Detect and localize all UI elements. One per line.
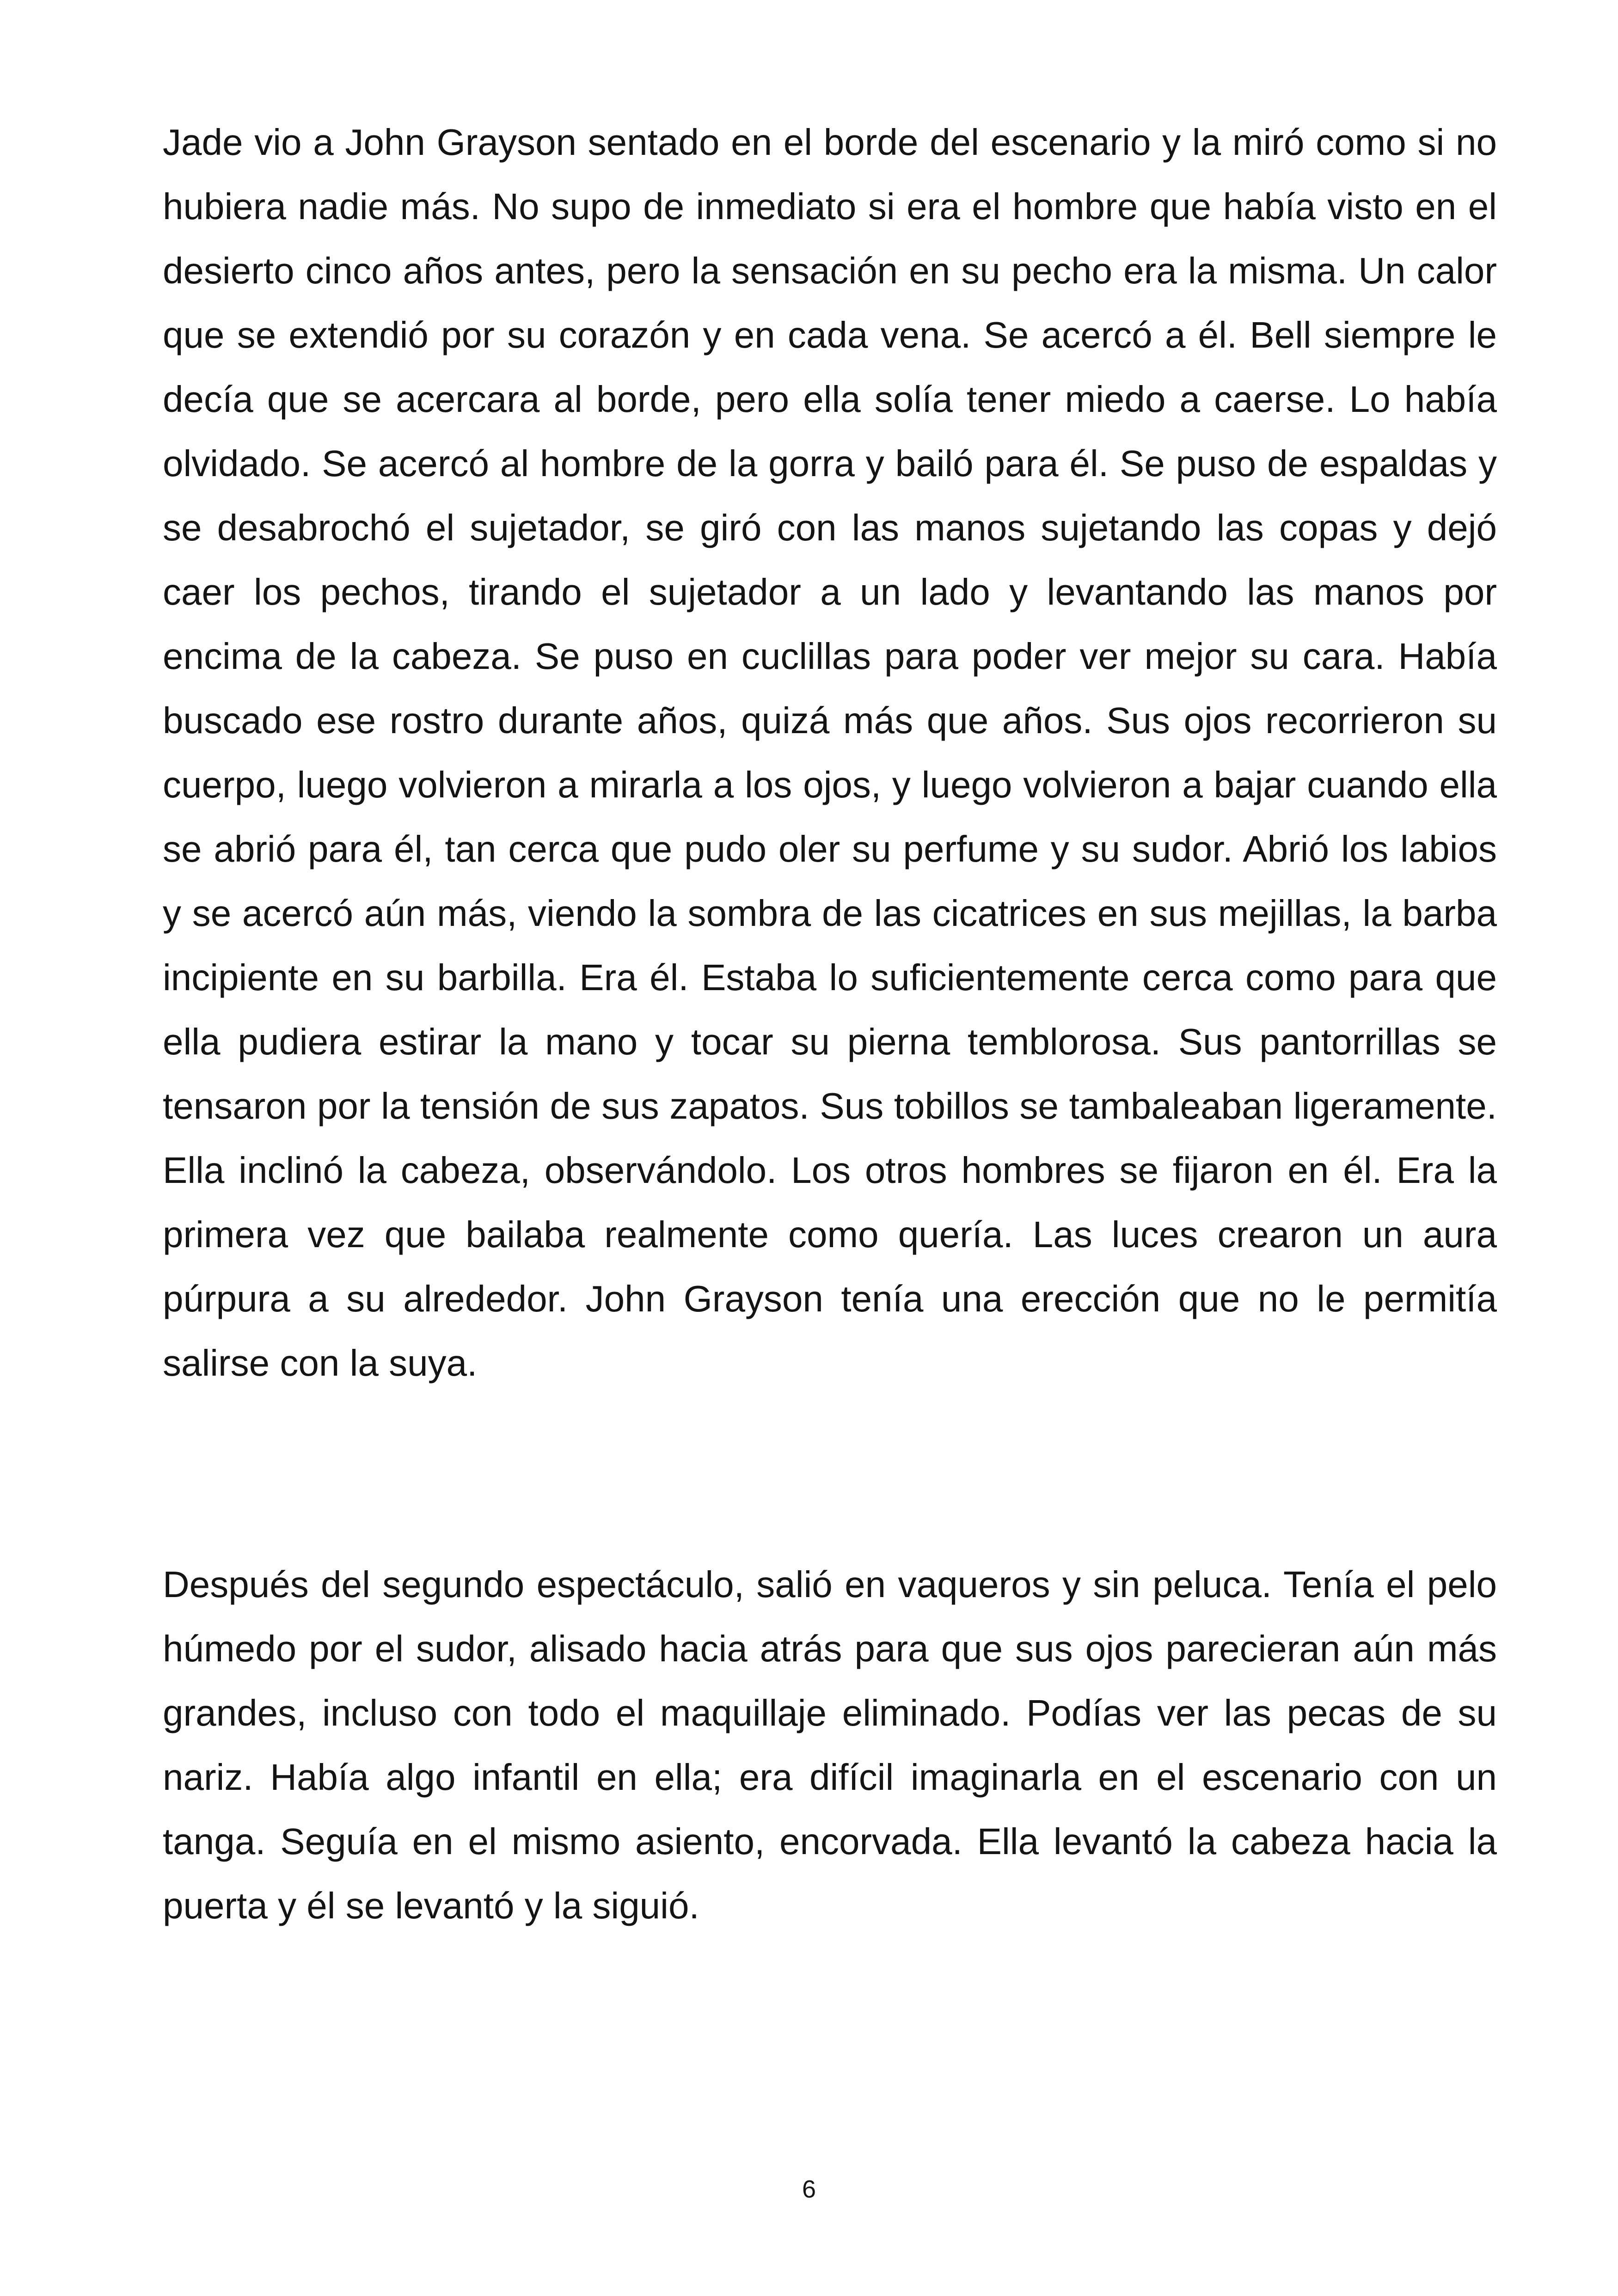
paragraph-2: Después del segundo espectáculo, salió en vaqueros y sin peluca. Tenía el pelo húmedo por el sudor, alisado hacia atrás para que sus ojos parecieran aún más grandes, incluso con todo el maquillaje eliminado. Podías ver las pecas de su nariz. Había algo infantil en ella; era difícil imaginarla en el escenario con un tanga. Seguía en el mismo asiento, encorvada. Ella levantó la cabeza hacia la puerta y él se levantó y la siguió. [163,1564,1497,1926]
page-number: 6 [802,2175,816,2203]
paragraph-1: Jade vio a John Grayson sentado en el borde del escenario y la miró como si no hubiera nadie más. No supo de inmediato si era el hombre que había visto en el desierto cinco años antes, pero la sensación en su pecho era la misma. Un calor que se extendió por su corazón y en cada vena. Se acercó a él. Bell siempre le decía que se acercara al borde, pero ella solía tener miedo a caerse. Lo había olvidado. Se acercó al hombre de la gorra y bailó para él. Se puso de espaldas y se desabrochó el sujetador, se giró con las manos sujetando las copas y dejó caer los pechos, tirando el sujetador a un lado y levantando las manos por encima de la cabeza. Se puso en cuclillas para poder ver mejor su cara. Había buscado ese rostro durante años, quizá más que años. Sus ojos recorrieron su cuerpo, luego volvieron a mirarla a los ojos, y luego volvieron a bajar cuando ella se abrió para él, tan cerca que pudo oler su perfume y su sudor. Abrió los labios y se acercó aún más, viendo la sombra de las cicatrices en sus mejillas, la barba incipiente en su barbilla. Era él. Estaba lo suficientemente cerca como para que ella pudiera estirar la mano y tocar su pierna temblorosa. Sus pantorrillas se tensaron por la tensión de sus zapatos. Sus tobillos se tambaleaban ligeramente. Ella inclinó la cabeza, observándolo. Los otros hombres se fijaron en él. Era la primera vez que bailaba realmente como quería. Las luces crearon un aura púrpura a su alrededor. John Grayson tenía una erección que no le permitía salirse con la suya. [163,122,1497,1384]
